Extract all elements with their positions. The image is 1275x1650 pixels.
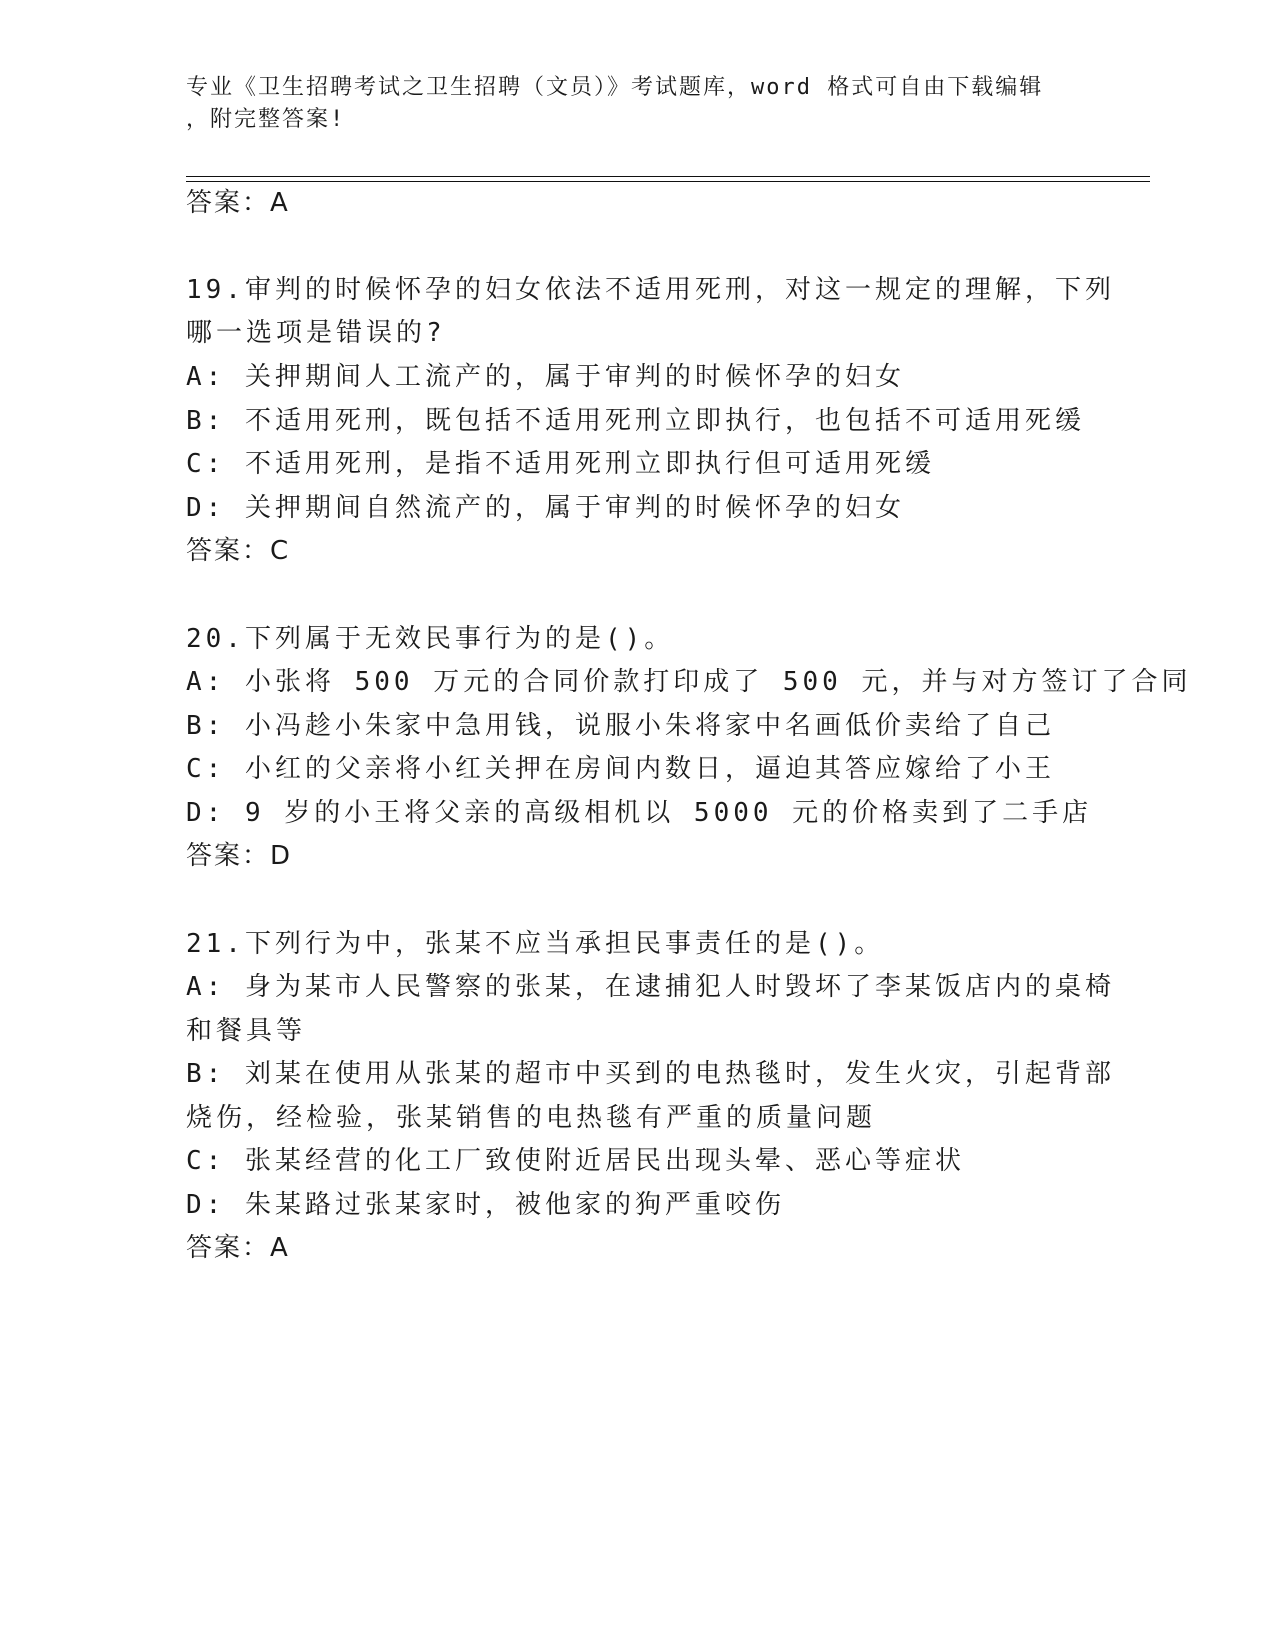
question-20-option-a: A: 小张将 500 万元的合同价款打印成了 500 元，并与对方签订了合同: [186, 667, 1192, 697]
header-rule-bottom: [186, 181, 1150, 182]
question-19-stem: 19.审判的时候怀孕的妇女依法不适用死刑，对这一规定的理解，下列: [186, 275, 1115, 305]
answer-previous: 答案：A: [186, 188, 290, 218]
header-line-2: ，附完整答案!: [186, 107, 346, 132]
question-21-stem: 21.下列行为中，张某不应当承担民事责任的是()。: [186, 929, 885, 959]
question-20-option-c: C: 小红的父亲将小红关押在房间内数日，逼迫其答应嫁给了小王: [186, 754, 1055, 784]
document-header: [186, 72, 1066, 136]
question-21-option-c: C: 张某经营的化工厂致使附近居民出现头晕、恶心等症状: [186, 1146, 965, 1176]
question-19-option-a: A: 关押期间人工流产的，属于审判的时候怀孕的妇女: [186, 362, 905, 392]
question-19-stem-cont: 哪一选项是错误的?: [186, 318, 446, 348]
question-19-option-c: C: 不适用死刑，是指不适用死刑立即执行但可适用死缓: [186, 449, 935, 479]
question-21-option-d: D: 朱某路过张某家时，被他家的狗严重咬伤: [186, 1190, 785, 1220]
question-21-option-b: B: 刘某在使用从张某的超市中买到的电热毯时，发生火灾，引起背部: [186, 1059, 1115, 1089]
question-21-answer: 答案：A: [186, 1233, 290, 1263]
question-21-option-a-cont: 和餐具等: [186, 1016, 307, 1046]
question-19-option-b: B: 不适用死刑，既包括不适用死刑立即执行，也包括不可适用死缓: [186, 406, 1085, 436]
question-20-stem: 20.下列属于无效民事行为的是()。: [186, 624, 675, 654]
question-19-option-d: D: 关押期间自然流产的，属于审判的时候怀孕的妇女: [186, 493, 905, 523]
question-21-option-a: A: 身为某市人民警察的张某，在逮捕犯人时毁坏了李某饭店内的桌椅: [186, 972, 1115, 1002]
question-20-answer: 答案：D: [186, 841, 293, 871]
header-rule-top: [186, 176, 1150, 177]
question-19-answer: 答案：C: [186, 536, 291, 566]
question-20-option-b: B: 小冯趁小朱家中急用钱，说服小朱将家中名画低价卖给了自己: [186, 711, 1055, 741]
header-line-1: 专业《卫生招聘考试之卫生招聘（文员）》考试题库，word 格式可自由下载编辑: [186, 75, 1044, 100]
question-21-option-b-cont: 烧伤，经检验，张某销售的电热毯有严重的质量问题: [186, 1103, 877, 1133]
question-20-option-d: D: 9 岁的小王将父亲的高级相机以 5000 元的价格卖到了二手店: [186, 798, 1093, 828]
